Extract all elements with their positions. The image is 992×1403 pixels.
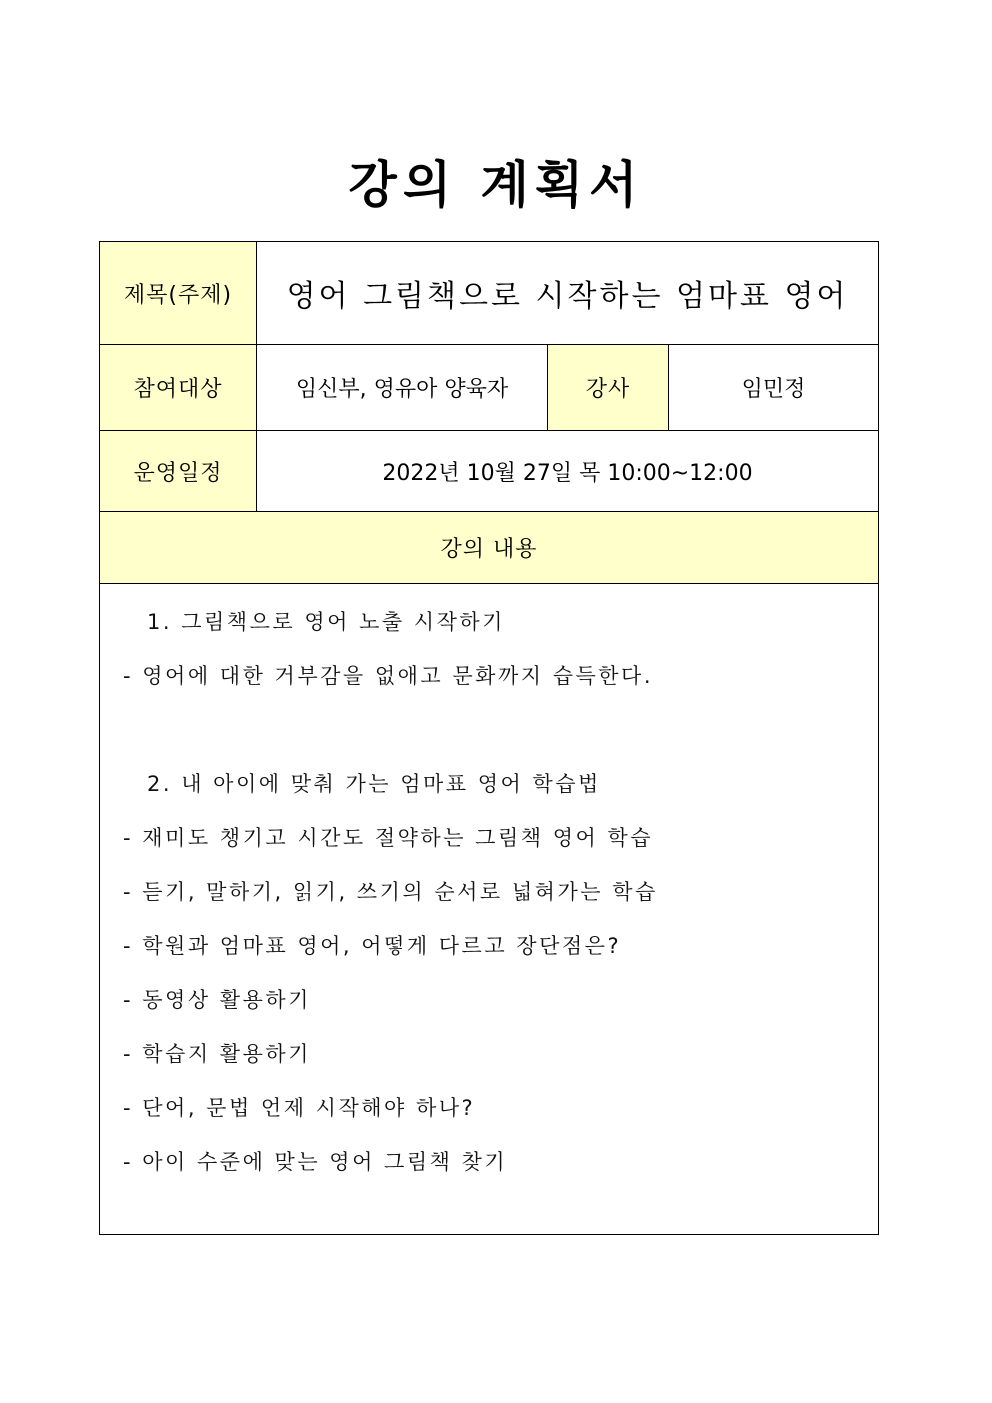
content-cell: [100, 584, 879, 1235]
section-1-item: - 영어에 대한 거부감을 없애고 문화까지 습득한다.: [123, 664, 654, 688]
section-1-heading: 1. 그림책으로 영어 노출 시작하기: [147, 610, 505, 634]
section-2-item: - 학원과 엄마표 영어, 어떻게 다르고 장단점은?: [123, 934, 622, 958]
spacer: [100, 714, 878, 768]
section-2-item: - 재미도 챙기고 시간도 절약하는 그림책 영어 학습: [123, 826, 654, 850]
section-2-item: - 아이 수준에 맞는 영어 그림책 찾기: [123, 1150, 508, 1174]
section-2-item: - 동영상 활용하기: [123, 988, 311, 1012]
section-2-item: - 학습지 활용하기: [123, 1042, 311, 1066]
content-row: [100, 584, 879, 1235]
target-label: 참여대상: [100, 345, 257, 431]
lecture-plan-table: [99, 241, 879, 1235]
content-body: [100, 584, 878, 1200]
content-header-row: [100, 512, 879, 584]
content-header-label: 강의 내용: [100, 512, 879, 584]
target-row: [100, 345, 879, 431]
document-title: 강의 계획서: [348, 156, 644, 214]
target-value: 임신부, 영유아 양육자: [257, 345, 548, 431]
section-2-item: - 단어, 문법 언제 시작해야 하나?: [123, 1096, 476, 1120]
subject-value: 영어 그림책으로 시작하는 엄마표 영어: [257, 242, 879, 345]
section-2-item: - 듣기, 말하기, 읽기, 쓰기의 순서로 넓혀가는 학습: [123, 880, 658, 904]
schedule-label: 운영일정: [100, 431, 257, 512]
instructor-label: 강사: [548, 345, 669, 431]
section-2-heading: 2. 내 아이에 맞춰 가는 엄마표 영어 학습법: [147, 772, 601, 796]
schedule-value: 2022년 10월 27일 목 10:00~12:00: [257, 431, 879, 512]
instructor-value: 임민정: [669, 345, 879, 431]
subject-label: 제목(주제): [100, 242, 257, 345]
schedule-row: [100, 431, 879, 512]
subject-row: [100, 242, 879, 345]
